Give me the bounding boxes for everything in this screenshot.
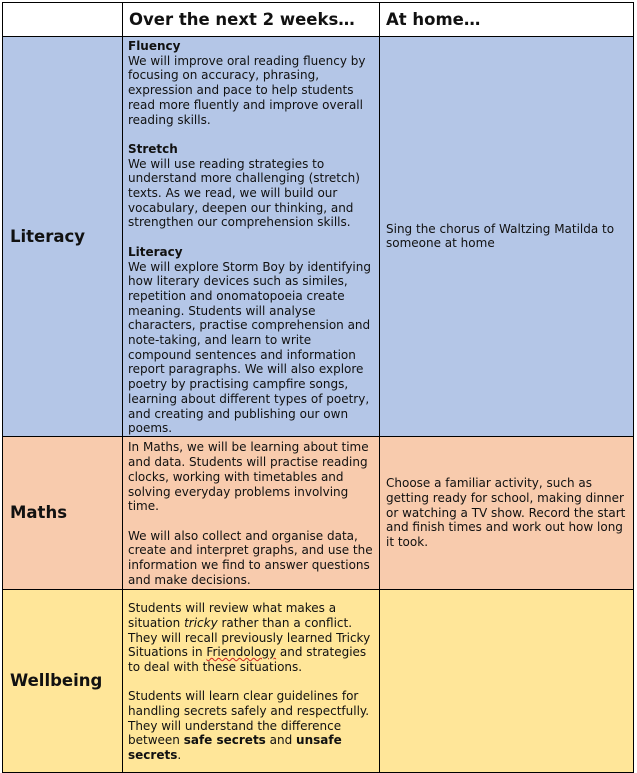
wellbeing-row	[3, 589, 634, 772]
wellbeing-home-cell	[380, 589, 634, 772]
subject-maths: Maths	[3, 436, 123, 589]
wellbeing-p2-end: .	[177, 748, 182, 763]
subject-wellbeing: Wellbeing	[3, 589, 123, 772]
literacy-home-text: Sing the chorus of Waltzing Matilda to someone at home	[386, 221, 615, 251]
header-at-home: At home…	[380, 3, 634, 37]
wellbeing-p1-part-a: Students will review what makes a situation	[128, 601, 337, 630]
fluency-heading: Fluency	[128, 39, 181, 53]
maths-home-cell	[380, 436, 634, 589]
wellbeing-p1-part-c: and strategies to deal with these situations.	[128, 645, 367, 674]
subject-literacy: Literacy	[3, 37, 123, 437]
wellbeing-plan-cell	[123, 589, 380, 772]
literacy-home-cell	[380, 37, 634, 437]
header-blank-cell	[3, 3, 123, 37]
header-row	[3, 3, 634, 37]
literacy-row	[3, 37, 634, 437]
literacy-text: We will explore Storm Boy by identifying how literary devices such as similes, repetition and onomatopoeia create meaning. Students will analyse characters, practise comprehension and note-taking, and learn to write compound sentences and information report paragraphs. We will also explore poetry by practising campfire songs, learning about different types of poetry, and creating and publishing our own poems.	[128, 259, 371, 436]
unsafe-secrets: unsafe secrets	[128, 733, 342, 763]
maths-home-text: Choose a familiar activity, such as getting ready for school, making dinner or watching a TV show. Record the start and finish times and work out how long it took.	[386, 476, 626, 549]
learning-plan-table	[2, 2, 634, 773]
literacy-plan-cell	[123, 37, 380, 437]
friendology-word: Friendology	[206, 645, 277, 660]
maths-para-1: In Maths, we will be learning about time and data. Students will practise reading clocks, working with timetables and solving everyday problems involving time.	[128, 440, 369, 514]
tricky-word: tricky	[184, 615, 218, 630]
maths-row	[3, 436, 634, 589]
stretch-text: We will use reading strategies to understand more challenging (stretch) texts. As we read, we will build our vocabulary, deepen our thinking, and strengthen our comprehension skills.	[128, 156, 360, 230]
fluency-text: We will improve oral reading fluency by focusing on accuracy, phrasing, expression and pace to help students read more fluently and improve overall reading skills.	[128, 53, 366, 127]
wellbeing-p2-part-a: Students will learn clear guidelines for handling secrets safely and respectfully. They will understand the difference between	[128, 689, 370, 748]
maths-plan-cell	[123, 436, 380, 589]
wellbeing-p2-and: and	[265, 733, 297, 748]
wellbeing-para-1	[128, 601, 374, 675]
stretch-heading: Stretch	[128, 141, 178, 156]
literacy-heading: Literacy	[128, 244, 183, 259]
maths-para-2: We will also collect and organise data, create and interpret graphs, and use the information we find to answer questions and make decisions.	[128, 528, 373, 587]
header-next-weeks: Over the next 2 weeks…	[123, 3, 380, 37]
wellbeing-para-2	[128, 689, 374, 763]
wellbeing-p1-part-b: rather than a conflict. They will recall previously learned Tricky Situations in	[128, 615, 371, 660]
safe-secrets: safe secrets	[183, 733, 266, 748]
